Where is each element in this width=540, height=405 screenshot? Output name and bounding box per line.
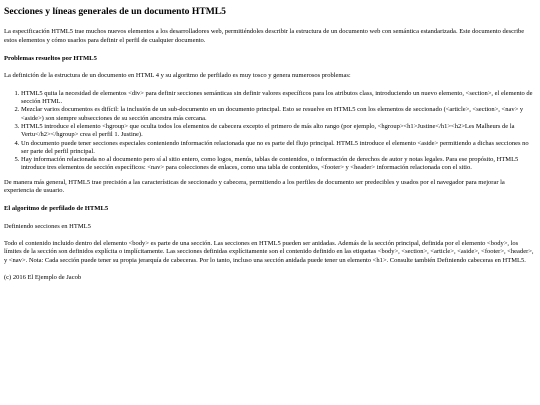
algorithm-paragraph: Todo el contenido incluido dentro del elemento <body> es parte de una sección. Las secciones en HTML5 pueden ser anidadas. Además de la sección principal, definida por el elemento <body>, los límites de la sección son definidos explícita o implícitamente. Las secciones definidas explícitamente son el contenido definido en las etiquetas <body>, <section>, <article>, <aside>, <footer>, <header>, y <nav>. Nota: Cada sección puede tener su propia jerarquía de cabeceras. Por lo tanto, incluso una sección anidada puede tener un elemento <h1>. Consulte también Definiendo cabeceras en HTML5.	[4, 240, 534, 264]
intro-paragraph: La especificación HTML5 trae muchos nuevos elementos a los desarrolladores web, permitiéndoles describir la estructura de un documento web con semántica estandarizada. Este documento describe estos elementos y cómo usarlos para definir el perfil de cualquier documento.	[4, 28, 525, 44]
section-heading-algorithm: El algoritmo de perfilado de HTML5	[4, 205, 109, 213]
conclusion-paragraph: De manera más general, HTML5 trae precisión a las características de seccionado y cabecera, permitiendo a los perfiles de documento ser predecibles y usados por el navegador para mejorar la experiencia de usuario.	[4, 178, 505, 195]
section-heading-problems: Problemas resueltos por HTML5	[4, 54, 97, 62]
list-item: 4. Un documento puede tener secciones especiales conteniendo información relacionada que no es parte del flujo principal. HTML5 introduce el elemento <aside> permitiendo a dichas secciones no ser parte del perfil principal.	[21, 140, 536, 157]
page-title: Secciones y líneas generales de un documento HTML5	[4, 6, 226, 17]
list-item: 5. Hay información relacionada no al documento pero sí al sitio entero, como logos, menús, tablas de contenidos, o información de derechos de autor y notas legales. Para ese propósito, HTML5 introduce tres elementos de sección específicos: <nav> para colecciones de enlaces, como una tabla de contenidos, <footer> y <header> información relacionada con el sitio.	[21, 156, 536, 173]
subsection-title: Definiendo secciones en HTML5	[4, 222, 91, 230]
problems-list	[4, 90, 536, 173]
list-item: 3. HTML5 introduce el elemento <hgroup> que oculta todos los elementos de cabecera excepto el primero de más alto rango (por ejemplo, <hgroup><h1>Justine</h1><h2>Les Malheurs de la Vertu</h2></hgroup> crea el perfil 1. Justine).	[21, 123, 536, 140]
list-item: 1. HTML5 quita la necesidad de elementos <div> para definir secciones semánticas sin definir valores específicos para los atributos class, introduciendo un nuevo elemento, <section>, el elemento de sección HTML.	[21, 90, 536, 107]
list-item: 2. Mezclar varios documentos es difícil: la inclusión de un sub-documento en un documento principal. Esto se resuelve en HTML5 con los elementos de seccionado (<article>, <section>, <nav> y <aside>) son siempre subsecciones de su sección ancestra más cercana.	[21, 106, 536, 123]
footer-copyright: (c) 2016 El Ejemplo de Jacob	[4, 274, 82, 282]
problems-intro-paragraph: La definición de la estructura de un documento en HTML 4 y su algoritmo de perfilado es muy tosco y genera numerosos problemas:	[4, 72, 351, 80]
